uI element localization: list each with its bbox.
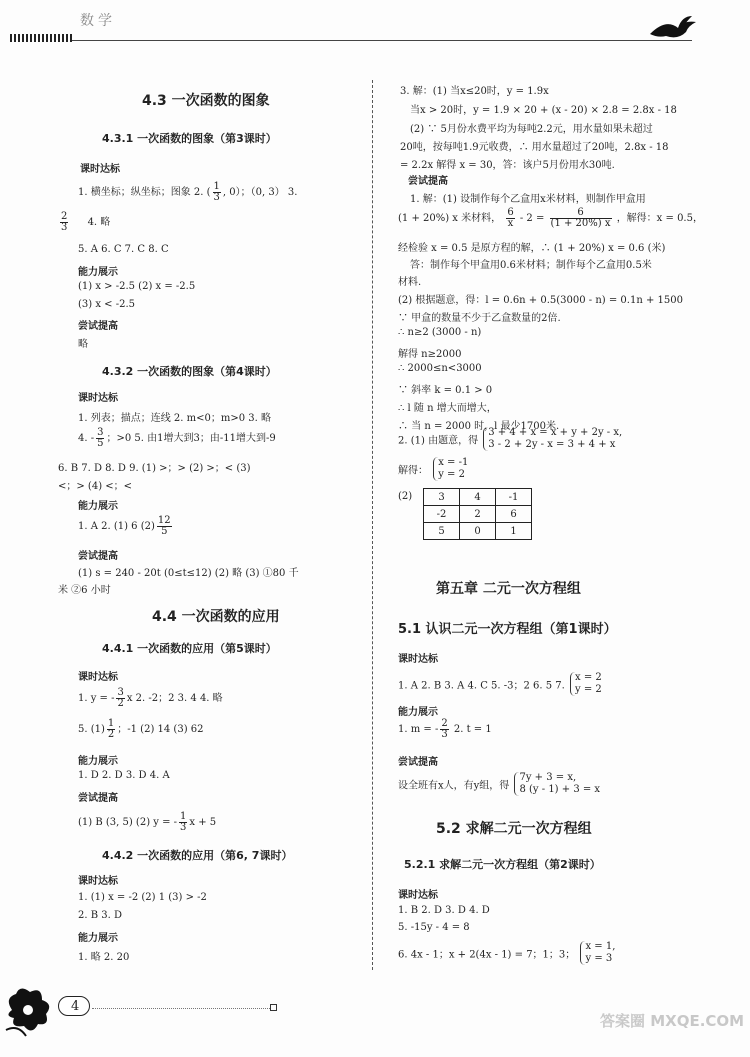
- table-cell: 5: [424, 523, 460, 540]
- s431-cs: 略: [78, 339, 88, 350]
- s431-line-1: 1. 横坐标；纵坐标；图象 2. ( $\frac{1}{3}$ , 0）；（0, 3） 3.: [78, 181, 298, 203]
- r-line-13: ∴ n≥2 (3000 - n): [398, 327, 482, 338]
- label-nlzs-4: 能力展示: [78, 933, 118, 944]
- s442-nl: 1. 略 2. 20: [78, 952, 130, 963]
- page-number: 4: [71, 999, 80, 1014]
- table-row: [424, 506, 532, 523]
- flower-ornament-icon: [2, 980, 60, 1040]
- s432-cs-1: (1) s = 240 - 20t (0≤t≤12) (2) 略 (3) ①80 千: [78, 568, 299, 579]
- watermark: 答案圈 MXQE.COM: [600, 1012, 745, 1030]
- s432-line-1: 1. 列表；描点；连线 2. m<0；m>0 3. 略: [78, 413, 271, 424]
- label-cssg-r2: 尝试提高: [398, 757, 438, 768]
- footer-dotted-rule: [92, 1008, 270, 1009]
- label-cssg: 尝试提高: [78, 321, 118, 332]
- column-divider: [372, 80, 373, 970]
- s442-line-1: 1. (1) x = -2 (2) 1 (3) > -2: [78, 892, 207, 903]
- r-line-14: 解得 n≥2000: [398, 349, 462, 360]
- r-line-15: ∴ 2000≤n<3000: [398, 363, 482, 374]
- r-line-20: 解得： x = -1 y = 2: [398, 457, 469, 480]
- bird-logo-icon: [648, 14, 698, 42]
- section-4-4-2-title: 4.4.2 一次函数的应用（第6, 7课时）: [102, 849, 293, 862]
- header-barcode-strip: [10, 34, 72, 42]
- r-line-8: 经检验 x = 0.5 是原方程的解，∴ (1 + 20%) x = 0.6 (米): [398, 243, 666, 254]
- header-rule: [72, 40, 692, 41]
- r-line-1: 3. 解：(1) 当x≤20时，y = 1.9x: [400, 86, 549, 97]
- label-cssg-2: 尝试提高: [78, 551, 118, 562]
- label-kssb-4: 课时达标: [78, 876, 118, 887]
- section-5-2-1-title: 5.2.1 求解二元一次方程组（第2课时）: [404, 858, 601, 871]
- r-line-5: = 2.2x 解得 x = 30，答：该户5月份用水30吨.: [400, 160, 615, 171]
- s441-line-1: 1. y = - $\frac{3}{2}$ x 2. -2；2 3. 4 4. 略: [78, 687, 223, 709]
- r-line-2: 当x > 20时，y = 1.9 × 20 + (x - 20) × 2.8 = 2.8x - 18: [410, 105, 677, 116]
- s51-nl: 1. m = - $\frac{2}{3}$ 2. t = 1: [398, 718, 492, 740]
- label-nlzs-2: 能力展示: [78, 501, 118, 512]
- label-kssb-r: 课时达标: [398, 654, 438, 665]
- r-line-9: 答：制作每个甲盒用0.6米材料；制作每个乙盒用0.5米: [410, 260, 652, 271]
- s441-nl: 1. D 2. D 3. D 4. A: [78, 770, 170, 781]
- s432-line-2: 4. - $\frac{3}{5}$ ；>0 5. 由1增大到3；由-11增大到-9: [78, 427, 276, 449]
- table-cell: 3: [424, 489, 460, 506]
- s521-line-2: 5. -15y - 4 = 8: [398, 922, 470, 933]
- s431-line-3: 5. A 6. C 7. C 8. C: [78, 244, 169, 255]
- table-row: [424, 489, 532, 506]
- magic-square-table: [423, 488, 532, 540]
- header-bar: [0, 0, 750, 46]
- section-4-4-1-title: 4.4.1 一次函数的应用（第5课时）: [102, 642, 277, 655]
- section-5-2-title: 5.2 求解二元一次方程组: [436, 821, 592, 837]
- table-cell: 6: [496, 506, 532, 523]
- header-subject: 数学: [80, 13, 116, 29]
- r-line-4: 20吨，按每吨1.9元收费，∴ 用水量超过了20吨，2.8x - 18: [400, 142, 669, 153]
- s432-line-3: 6. B 7. D 8. D 9. (1) >；> (2) >；< (3): [58, 463, 251, 474]
- r-line-7: (1 + 20%) x 米材料， $\frac{6}{x}$ - 2 = $\frac{6}{(1 + 20\%) x}$ ，解得：x = 0.5，: [398, 207, 703, 229]
- s51-line-1: 1. A 2. B 3. A 4. C 5. -3；2 6. 5 7. x = 2 y = 2: [398, 672, 602, 695]
- table-cell: 1: [496, 523, 532, 540]
- section-4-4-title: 4.4 一次函数的应用: [152, 609, 280, 625]
- s432-line-4: <；> (4) <；<: [58, 481, 133, 492]
- r-line-19: 2. (1) 由题意，得 3 + 4 + x = x + y + 2y - x, 3 - 2 + 2y - x = 3 + 4 + x: [398, 427, 623, 450]
- r-line-11: (2) 根据题意，得：l = 0.6n + 0.5(3000 - n) = 0.1n + 1500: [398, 295, 683, 306]
- label-kssb-3: 课时达标: [78, 672, 118, 683]
- s432-cs-2: 米 ②6 小时: [58, 585, 111, 596]
- table-row: [424, 523, 532, 540]
- s431-nl-2: (3) x < -2.5: [78, 299, 136, 310]
- s441-cs: (1) B (3, 5) (2) y = - $\frac{1}{3}$ x + 5: [78, 811, 217, 833]
- label-nlzs-r: 能力展示: [398, 707, 438, 718]
- page-number-badge: [58, 996, 90, 1016]
- r-line-18: ∴ 当 n = 2000 时，l 最少1700米.: [398, 421, 560, 432]
- table-cell: 4: [460, 489, 496, 506]
- label-cssg-r1: 尝试提高: [408, 176, 448, 187]
- section-4-3-1-title: 4.3.1 一次函数的图象（第3课时）: [102, 132, 277, 145]
- r-line-12: ∵ 甲盒的数量不少于乙盒数量的2倍.: [398, 313, 561, 324]
- label-nlzs: 能力展示: [78, 267, 118, 278]
- label-kssb: 课时达标: [80, 164, 120, 175]
- label-nlzs-3: 能力展示: [78, 756, 118, 767]
- table-cell: 2: [460, 506, 496, 523]
- s441-line-2: 5. (1) $\frac{1}{2}$ ；-1 (2) 14 (3) 62: [78, 718, 204, 740]
- r-line-10: 材料.: [398, 277, 422, 288]
- r-line-17: ∴ l 随 n 增大而增大，: [398, 403, 497, 414]
- r-line-16: ∵ 斜率 k = 0.1 > 0: [398, 385, 493, 396]
- s431-nl-1: (1) x > -2.5 (2) x = -2.5: [78, 281, 196, 292]
- s521-line-3: 6. 4x - 1；x + 2(4x - 1) = 7；1；3； x = 1, y = 3: [398, 941, 616, 964]
- chapter-5-title: 第五章 二元一次方程组: [436, 581, 581, 597]
- table-cell: 0: [460, 523, 496, 540]
- section-4-3-2-title: 4.3.2 一次函数的图象（第4课时）: [102, 365, 277, 378]
- table-cell: -2: [424, 506, 460, 523]
- table-cell: -1: [496, 489, 532, 506]
- s431-line-2: $\frac{2}{3}$ 4. 略: [61, 211, 111, 233]
- s442-line-2: 2. B 3. D: [78, 910, 122, 921]
- footer-square-mark: [270, 1004, 277, 1011]
- s51-cs: 设全班有x人，有y组，得 7y + 3 = x, 8 (y - 1) + 3 = x: [398, 772, 601, 795]
- r-line-3: (2) ∵ 5月份水费平均为每吨2.2元，用水量如果未超过: [410, 124, 653, 135]
- label-cssg-3: 尝试提高: [78, 793, 118, 804]
- section-4-3-title: 4.3 一次函数的图象: [142, 93, 270, 109]
- r-line-21: (2): [398, 491, 413, 502]
- label-kssb-2: 课时达标: [78, 393, 118, 404]
- s521-line-1: 1. B 2. D 3. D 4. D: [398, 905, 490, 916]
- label-kssb-r2: 课时达标: [398, 890, 438, 901]
- r-line-6: 1. 解：(1) 设制作每个乙盒用x米材料，则制作甲盒用: [410, 194, 646, 205]
- s432-nl: 1. A 2. (1) 6 (2) $\frac{12}{5}$: [78, 515, 171, 537]
- section-5-1-title: 5.1 认识二元一次方程组（第1课时）: [398, 622, 617, 637]
